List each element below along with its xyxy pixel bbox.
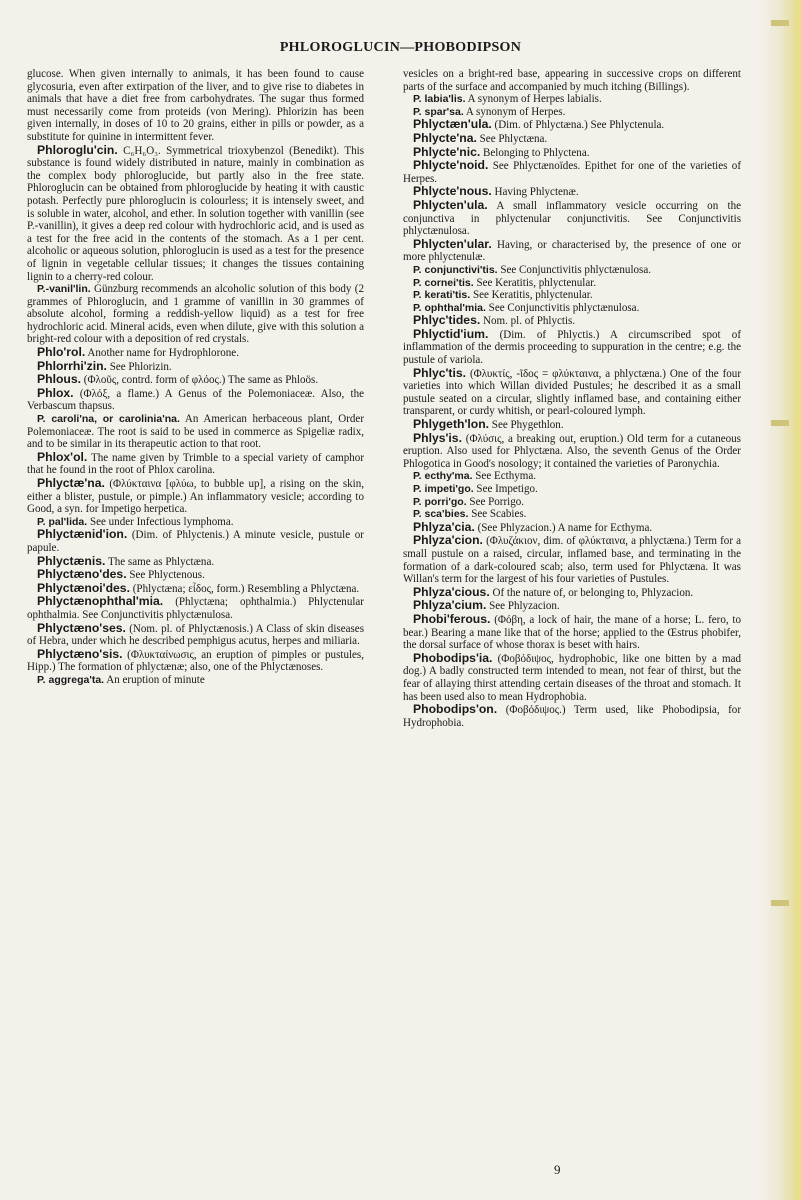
entry-headword: Phlyctænoi'des. bbox=[37, 580, 130, 595]
entry-text: (Φλύκταινα [φλύω, to bubble up], a rising on the skin, either a blister, pustule, or pimple.) An inflammatory vesicle; according to Good, a syn. for Impetigo herpetica. bbox=[27, 478, 364, 516]
page-number: 9 bbox=[554, 1162, 561, 1177]
entry-headword: P. kerati'tis. bbox=[413, 289, 471, 302]
entry-text: A synonym of Herpes. bbox=[465, 105, 566, 118]
entry-headword: Phlycte'noid. bbox=[413, 158, 489, 173]
entry-headword: Phlous. bbox=[37, 372, 82, 387]
dictionary-entry bbox=[403, 159, 741, 185]
entry-text: See Phygethlon. bbox=[491, 419, 564, 432]
entry-headword: P. sca'bies. bbox=[413, 508, 469, 521]
entry-headword: Phobodips'on. bbox=[413, 702, 498, 717]
entry-text: See Conjunctivitis phlyctænulosa. bbox=[500, 263, 652, 276]
entry-text: (Φλύσις, a breaking out, eruption.) Old term for a cutaneous eruption. Also used for Phlyctæna. Also, the seventh Genus of the Order Phlogotica in Good's nosology; it contained the varieties of Paronychia. bbox=[403, 432, 741, 470]
entry-headword: Phobi'ferous. bbox=[413, 611, 491, 626]
dictionary-entry bbox=[27, 622, 364, 648]
entry-headword: Phlyctæn'ula. bbox=[413, 117, 492, 132]
dictionary-entry bbox=[27, 144, 364, 284]
entry-text: Another name for Hydrophlorone. bbox=[87, 347, 239, 360]
dictionary-entry bbox=[403, 521, 741, 535]
entry-text: (Φλόξ, a flame.) A Genus of the Polemoniaceæ. Also, the Verbascum thapsus. bbox=[27, 387, 364, 413]
entry-text: (Phlyctæna; εἶδος, form.) Resembling a Phlyctæna. bbox=[132, 582, 360, 595]
entry-headword: Phlycte'na. bbox=[413, 130, 477, 145]
dictionary-entry bbox=[403, 328, 741, 367]
entry-text: An eruption of minute bbox=[106, 673, 205, 686]
dictionary-entry bbox=[27, 477, 364, 516]
dictionary-entry bbox=[403, 132, 741, 146]
entry-headword: P. porri'go. bbox=[413, 495, 467, 508]
page-header: PHLOROGLUCIN—PHOBODIPSON bbox=[279, 40, 522, 55]
entry-headword: Phlyc'tides. bbox=[413, 313, 481, 328]
entry-text: Of the nature of, or belonging to, Phlyzacion. bbox=[492, 586, 694, 599]
dictionary-entry bbox=[403, 146, 741, 160]
entry-headword: Phloroglu'cin. bbox=[37, 142, 118, 157]
entry-headword: P. ophthal'mia. bbox=[413, 301, 486, 314]
dictionary-entry bbox=[403, 418, 741, 432]
page-edge bbox=[761, 0, 801, 1200]
dictionary-entry bbox=[403, 238, 741, 264]
entry-text: glucose. When given internally to animals, it has been found to cause glycosuria, even after extirpation of the liver, and to give rise to diabetes in animals that have a diet free from carbohydrates. The sugar thus formed must necessarily come from proteids (von Mering). Phlorizin has been given internally, in doses of 10 to 20 grains, either in pills or powder, as a substitute for quinine in intermittent fever. bbox=[27, 68, 364, 143]
entry-text: See Phlyctenous. bbox=[129, 569, 205, 582]
entry-headword: Phlyctæno'des. bbox=[37, 567, 127, 582]
dictionary-entry bbox=[27, 360, 364, 374]
entry-text: (Dim. of Phlyctis.) A circumscribed spot of inflammation of the dermis proceeding to suppuration in the centre; e.g. the pustule of variola. bbox=[403, 328, 741, 367]
entry-text: (Φόβη, a lock of hair, the mane of a horse; L. fero, to bear.) Bearing a mane like that of the horse; applied to the Œstrus phobifer, the dorsal surface of whose thorax is beset with hairs. bbox=[403, 613, 741, 652]
entry-headword: Phobodips'ia. bbox=[413, 650, 493, 665]
entry-text: A small inflammatory vesicle occurring on the conjunctiva in phlyctenular conjunctivitis. See Conjunctivitis phlyctænulosa. bbox=[403, 199, 741, 238]
entry-text: (Nom. pl. of Phlyctænosis.) A Class of skin diseases of Hebra, under which he described pemphigus acutus, herpes and miliaria. bbox=[27, 622, 365, 648]
dictionary-entry bbox=[403, 68, 741, 93]
entry-text: See Phlyctæna. bbox=[479, 132, 548, 145]
dictionary-entry bbox=[27, 674, 364, 687]
dictionary-entry bbox=[27, 68, 364, 144]
entry-headword: Phlyctænophthal'mia. bbox=[37, 594, 164, 609]
edge-mark bbox=[771, 900, 789, 906]
dictionary-entry bbox=[27, 346, 364, 360]
dictionary-entry bbox=[403, 264, 741, 277]
entry-text: See Keratitis, phlyctenular. bbox=[476, 276, 597, 289]
entry-text: (Φλυκτίς, -ῖδος = φλύκταινα, a phlyctæna.) One of the four varieties into which Willan divided Pustules; he described it as a small pustule seated on a circular, slightly inflamed base, and containing either transparent, or curdy whitish, or pearl-coloured lymph. bbox=[403, 367, 742, 418]
dictionary-entry bbox=[403, 432, 741, 471]
entry-headword: Phlyza'cia. bbox=[413, 519, 475, 534]
entry-headword: Phlycten'ular. bbox=[413, 236, 492, 251]
dictionary-entry bbox=[27, 582, 364, 596]
entry-headword: Phlyctænid'ion. bbox=[37, 527, 128, 542]
left-column bbox=[27, 68, 364, 687]
dictionary-entry bbox=[27, 595, 364, 621]
entry-text: See Phlyzacion. bbox=[489, 600, 560, 613]
entry-text: Belonging to Phlyctena. bbox=[483, 146, 590, 159]
entry-headword: P. conjunctivi'tis. bbox=[413, 263, 498, 276]
dictionary-entry bbox=[403, 199, 741, 238]
dictionary-entry bbox=[403, 652, 741, 703]
entry-headword: Phlox'ol. bbox=[37, 449, 88, 464]
edge-mark bbox=[771, 420, 789, 426]
entry-headword: P. impeti'go. bbox=[413, 483, 474, 495]
entry-headword: Phlyza'cious. bbox=[413, 584, 490, 599]
entry-text: The same as Phlyctæna. bbox=[107, 555, 215, 568]
entry-headword: P.-vanil'lin. bbox=[37, 283, 91, 296]
entry-text: See Keratitis, phlyctenular. bbox=[472, 289, 593, 302]
entry-text: C₆H₆O₃. Symmetrical trioxybenzol (Benedikt). This substance is found widely distributed in nature, mainly in combination as the complex body phloroglucide, but partly also in the free state. Phloroglucin can be obtained from phloroglucide by heating it with caustic potash. Perfectly pure phloroglucin is colourless; it is intensely sweet, and is soluble in water, alcohol, and ether. In solution together with vanillin (see P.-vanillin), it gives a deep red colour with hydrochloric acid, and is used as a test for the free acid in the contents of the stomach. As a 1 per cent. alcoholic or aqueous solution, phloroglucin is used as a test for the presence of lignin in vegetable cellular tissues; it changes the tissues containing lignin to a cherry-red colour. bbox=[27, 144, 364, 283]
entry-text: See Impetigo. bbox=[476, 483, 538, 495]
entry-headword: Phlyctæno'sis. bbox=[37, 646, 123, 661]
entry-headword: Phlyc'tis. bbox=[413, 365, 467, 380]
dictionary-entry bbox=[403, 613, 741, 652]
entry-text: (Φοβόδιψος, hydrophobic, like one bitten by a mad dog.) A badly constructed term intended to mean, not fear of thirst, but the fear of allaying thirst attending certain diseases of the throat and stomach. It has been used also to mean Hydrophobia. bbox=[403, 652, 742, 703]
entry-text: Nom. pl. of Phlyctis. bbox=[483, 315, 576, 328]
entry-text: (Φοβόδιψος.) Term used, like Phobodipsia, for Hydrophobia. bbox=[403, 704, 741, 729]
dictionary-entry bbox=[403, 367, 741, 418]
entry-text: Having Phlyctenæ. bbox=[494, 186, 579, 199]
entry-text: (Φλοῦς, contrd. form of φλόος.) The same as Phloös. bbox=[83, 374, 319, 387]
entry-headword: Phlys'is. bbox=[413, 430, 462, 445]
entry-text: (Φλυκταίνωσις, an eruption of pimples or pustules, Hipp.) The formation of phlyctænæ; also, one of the Phlyctænoses. bbox=[27, 648, 364, 674]
entry-headword: Phlyza'cium. bbox=[413, 598, 487, 613]
dictionary-entry bbox=[27, 528, 364, 554]
dictionary-entry bbox=[403, 483, 741, 496]
entry-headword: Phlo'rol. bbox=[37, 345, 86, 360]
dictionary-entry bbox=[27, 451, 364, 477]
entry-text: (Dim. of Phlyctenis.) A minute vesicle, pustule or papule. bbox=[27, 529, 364, 554]
entry-text: Having, or characterised by, the presence of one or more phlyctenulæ. bbox=[403, 238, 741, 264]
edge-mark bbox=[771, 20, 789, 26]
entry-text: (Dim. of Phlyctæna.) See Phlyctenula. bbox=[494, 119, 665, 132]
entry-text: See Ecthyma. bbox=[475, 470, 537, 483]
entry-headword: P. cornei'tis. bbox=[413, 276, 474, 289]
entry-headword: P. labia'lis. bbox=[413, 93, 466, 106]
entry-text: (Φλυζάκιον, dim. of φλύκταινα, a phlyctæna.) Term for a small pustule on a raised, circular, inflamed base, and terminating in the formation of a dark-coloured scab; also, term used for Phlyctæna. It was Willan's term for the largest of his four varieties of Pustules. bbox=[403, 535, 741, 586]
entry-text: Günzburg recommends an alcoholic solution of this body (2 grammes of Phloroglucin, and 1 gramme of vanillin in 30 grammes of absolute alcohol, forming a reddish-yellow liquid) as a test for free hydrochloric acid. Mineral acids, even when dilute, give with this solution a bright-red colour with a deposition of red crystals. bbox=[27, 283, 364, 346]
entry-headword: P. pal'lida. bbox=[37, 515, 88, 528]
entry-text: The name given by Trimble to a special variety of camphor that he found in the root of Phlox carolina. bbox=[27, 451, 364, 477]
entry-text: See Scabies. bbox=[471, 508, 527, 521]
entry-headword: Phlygeth'lon. bbox=[413, 417, 490, 432]
entry-headword: Phlyctænis. bbox=[37, 553, 106, 568]
entry-text: A synonym of Herpes labialis. bbox=[467, 93, 602, 106]
dictionary-entry bbox=[403, 185, 741, 199]
entry-headword: Phlorrhi'zin. bbox=[37, 358, 107, 373]
entry-headword: Phlycten'ula. bbox=[413, 197, 488, 212]
dictionary-entry bbox=[403, 534, 741, 585]
entry-headword: P. spar'sa. bbox=[413, 105, 464, 118]
entry-headword: Phlycte'nic. bbox=[413, 144, 481, 159]
entry-headword: Phlyctæno'ses. bbox=[37, 620, 126, 635]
dictionary-entry bbox=[403, 314, 741, 328]
entry-text: See Porrigo. bbox=[469, 495, 525, 508]
dictionary-entry bbox=[27, 568, 364, 582]
entry-text: vesicles on a bright-red base, appearing in successive crops on different parts of the surface and accompanied by much itching (Billings). bbox=[403, 68, 741, 93]
entry-headword: Phlox. bbox=[37, 385, 74, 400]
entry-headword: P. aggrega'ta. bbox=[37, 673, 105, 686]
dictionary-entry bbox=[403, 496, 741, 509]
entry-headword: Phlycte'nous. bbox=[413, 184, 492, 199]
dictionary-entry bbox=[403, 118, 741, 132]
entry-text: See Phlyctænoïdes. Epithet for one of the varieties of Herpes. bbox=[403, 160, 741, 185]
entry-text: See under Infectious lymphoma. bbox=[89, 515, 234, 528]
dictionary-entry bbox=[403, 586, 741, 600]
dictionary-entry bbox=[403, 289, 741, 302]
dictionary-entry bbox=[403, 93, 741, 106]
entry-headword: Phlyza'cion. bbox=[413, 533, 483, 548]
entry-headword: Phlyctid'ium. bbox=[413, 326, 489, 341]
entry-text: An American herbaceous plant, Order Polemoniaceæ. The root is said to be used in commerce as Spigeliæ radix, and to be similar in its therapeutic action to that root. bbox=[27, 413, 365, 451]
entry-text: (Phlyctæna; ophthalmia.) Phlyctenular ophthalmia. See Conjunctivitis phlyctænulosa. bbox=[27, 596, 364, 621]
dictionary-entry bbox=[27, 413, 364, 451]
entry-text: (See Phlyzacion.) A name for Ecthyma. bbox=[477, 521, 653, 534]
entry-text: See Phlorizin. bbox=[109, 360, 172, 373]
right-column bbox=[403, 68, 741, 729]
entry-headword: P. caroli'na, or carolinia'na. bbox=[37, 413, 180, 426]
dictionary-entry bbox=[403, 703, 741, 729]
dictionary-entry bbox=[27, 373, 364, 387]
entry-text: See Conjunctivitis phlyctænulosa. bbox=[488, 301, 640, 314]
entry-headword: P. ecthy'ma. bbox=[413, 470, 473, 483]
entry-headword: Phlyctæ'na. bbox=[37, 476, 105, 490]
dictionary-entry bbox=[27, 387, 364, 413]
dictionary-entry bbox=[27, 648, 364, 674]
dictionary-entry bbox=[27, 555, 364, 569]
dictionary-entry bbox=[403, 599, 741, 613]
dictionary-entry bbox=[403, 470, 741, 483]
dictionary-entry bbox=[27, 283, 364, 346]
dictionary-entry bbox=[403, 277, 741, 290]
